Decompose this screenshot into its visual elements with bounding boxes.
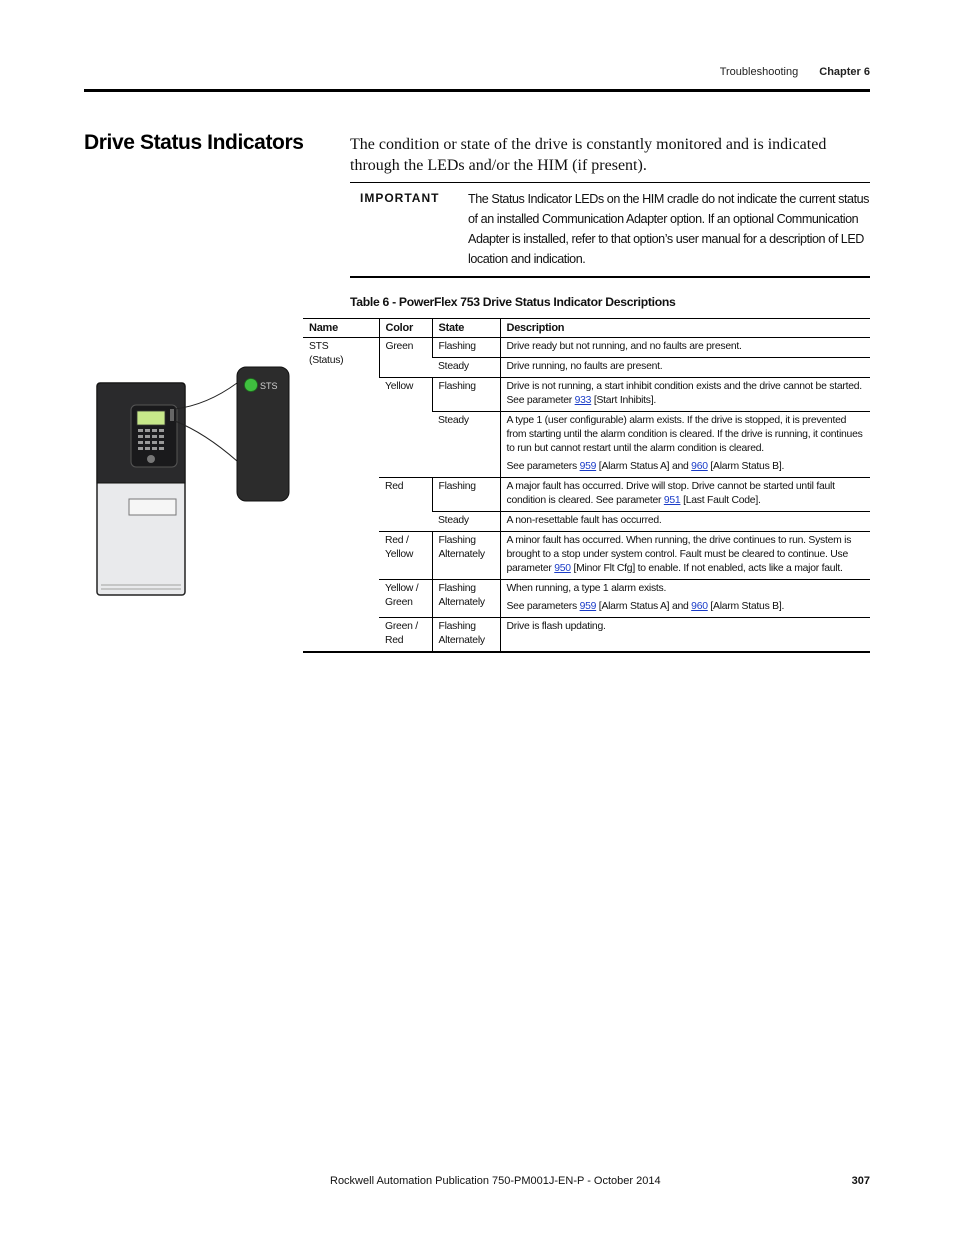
color-text: Yellow [385, 549, 414, 560]
parameter-link-933[interactable]: 933 [574, 395, 592, 406]
description-text [507, 600, 865, 614]
color-text: Yellow / [385, 583, 419, 594]
header-section: Troubleshooting [719, 66, 799, 78]
state-cell: Steady [432, 358, 500, 378]
color-cell: Red [379, 478, 432, 532]
state-cell: Flashing [432, 478, 500, 512]
indicator-name-cell [303, 338, 379, 653]
color-text: Red / [385, 535, 409, 546]
description-text: [Alarm Status A] and [596, 461, 692, 472]
indicator-name: STS [309, 341, 329, 352]
description-text: See parameters [506, 461, 580, 472]
col-header-color: Color [379, 319, 432, 338]
header-rule [84, 89, 870, 92]
description-text: [Last Fault Code]. [680, 495, 761, 506]
description-text: [Start Inhibits]. [591, 395, 657, 406]
publication-info: Rockwell Automation Publication 750-PM001J-EN-P - October 2014 [330, 1175, 661, 1187]
description-text: Drive is not running, a start inhibit condition exists and the drive cannot be started. See parameter [506, 381, 862, 406]
important-text: The Status Indicator LEDs on the HIM cradle do not indicate the current status of an installed Communication Adapter option. If an optional Communication Adapter is installed, refer to that option’s user manual for a description of LED location and indication. [468, 192, 870, 266]
color-cell: Yellow [379, 378, 432, 478]
description-cell [500, 412, 870, 478]
description-text: [Alarm Status A] and [596, 601, 692, 612]
description-text: [Alarm Status B]. [707, 461, 785, 472]
sts-led-icon [245, 379, 258, 392]
description-text: A type 1 (user configurable) alarm exists. If the drive is stopped, it is prevented from starting until the alarm condition is cleared. If the drive is running, it continues to run but cannot restart until the alarm condition is cleared. [506, 415, 863, 454]
important-label: IMPORTANT [360, 191, 440, 205]
color-cell [379, 532, 432, 580]
parameter-link-950[interactable]: 950 [554, 563, 571, 574]
state-text: Flashing [438, 583, 476, 594]
led-panel [237, 367, 289, 501]
description-text: [Minor Flt Cfg] to enable. If not enabled, acts like a major fault. [570, 563, 843, 574]
state-cell [432, 532, 500, 580]
col-header-name: Name [303, 319, 379, 338]
description-cell: A non-resettable fault has occurred. [500, 512, 870, 532]
description-text: A minor fault has occurred. When running, the drive continues to run. System is brought to a stop under system control. Fault must be cleared to continue. Use parameter [506, 535, 852, 574]
intro-paragraph: The condition or state of the drive is constantly monitored and is indicated through the LEDs and/or the HIM (if present). [350, 136, 827, 174]
description-text [507, 460, 865, 474]
parameter-link-960[interactable]: 960 [691, 601, 708, 612]
table-row [303, 478, 870, 512]
col-header-state: State [432, 319, 500, 338]
parameter-link-960[interactable]: 960 [691, 461, 708, 472]
table-row [303, 532, 870, 580]
col-header-description: Description [500, 319, 870, 338]
page-number: 307 [851, 1175, 870, 1187]
description-cell: Drive is flash updating. [500, 618, 870, 653]
state-cell [432, 580, 500, 618]
state-cell: Flashing [432, 378, 500, 412]
color-text: Green [385, 597, 413, 608]
color-cell [379, 618, 432, 653]
state-cell: Steady [432, 412, 500, 478]
parameter-link-959[interactable]: 959 [579, 461, 597, 472]
parameter-link-951[interactable]: 951 [663, 495, 681, 506]
table-row [303, 378, 870, 412]
running-header [720, 66, 870, 78]
table-caption: Table 6 - PowerFlex 753 Drive Status Indicator Descriptions [350, 295, 676, 309]
indicator-name-detail: (Status) [309, 355, 344, 366]
description-text: [Alarm Status B]. [707, 601, 785, 612]
important-note [350, 182, 870, 278]
state-cell [432, 618, 500, 653]
table-row [303, 618, 870, 653]
parameter-link-959[interactable]: 959 [579, 601, 597, 612]
description-text: A major fault has occurred. Drive will stop. Drive cannot be started until fault condition is cleared. See parameter [506, 481, 835, 506]
table-row [303, 338, 870, 358]
description-cell [500, 532, 870, 580]
description-cell [500, 378, 870, 412]
state-cell: Steady [432, 512, 500, 532]
state-text: Flashing [438, 535, 476, 546]
state-text: Flashing [438, 621, 476, 632]
description-text: See parameters [506, 601, 580, 612]
description-cell: Drive running, no faults are present. [500, 358, 870, 378]
color-cell [379, 580, 432, 618]
state-text: Alternately [438, 635, 485, 646]
state-text: Alternately [438, 549, 485, 560]
drive-illustration [95, 365, 295, 600]
header-chapter: Chapter 6 [819, 66, 870, 78]
state-cell: Flashing [432, 338, 500, 358]
description-cell [500, 478, 870, 512]
description-cell: Drive ready but not running, and no faults are present. [500, 338, 870, 358]
status-indicator-table [303, 318, 870, 653]
color-text: Red [385, 635, 404, 646]
color-cell: Green [379, 338, 432, 378]
description-text: When running, a type 1 alarm exists. [506, 583, 667, 594]
page-title: Drive Status Indicators [84, 131, 304, 154]
table-row [303, 580, 870, 618]
color-text: Green / [385, 621, 418, 632]
table-header-row [303, 319, 870, 338]
led-label: STS [260, 381, 278, 391]
drive-body [97, 383, 185, 595]
description-cell [500, 580, 870, 618]
state-text: Alternately [438, 597, 485, 608]
